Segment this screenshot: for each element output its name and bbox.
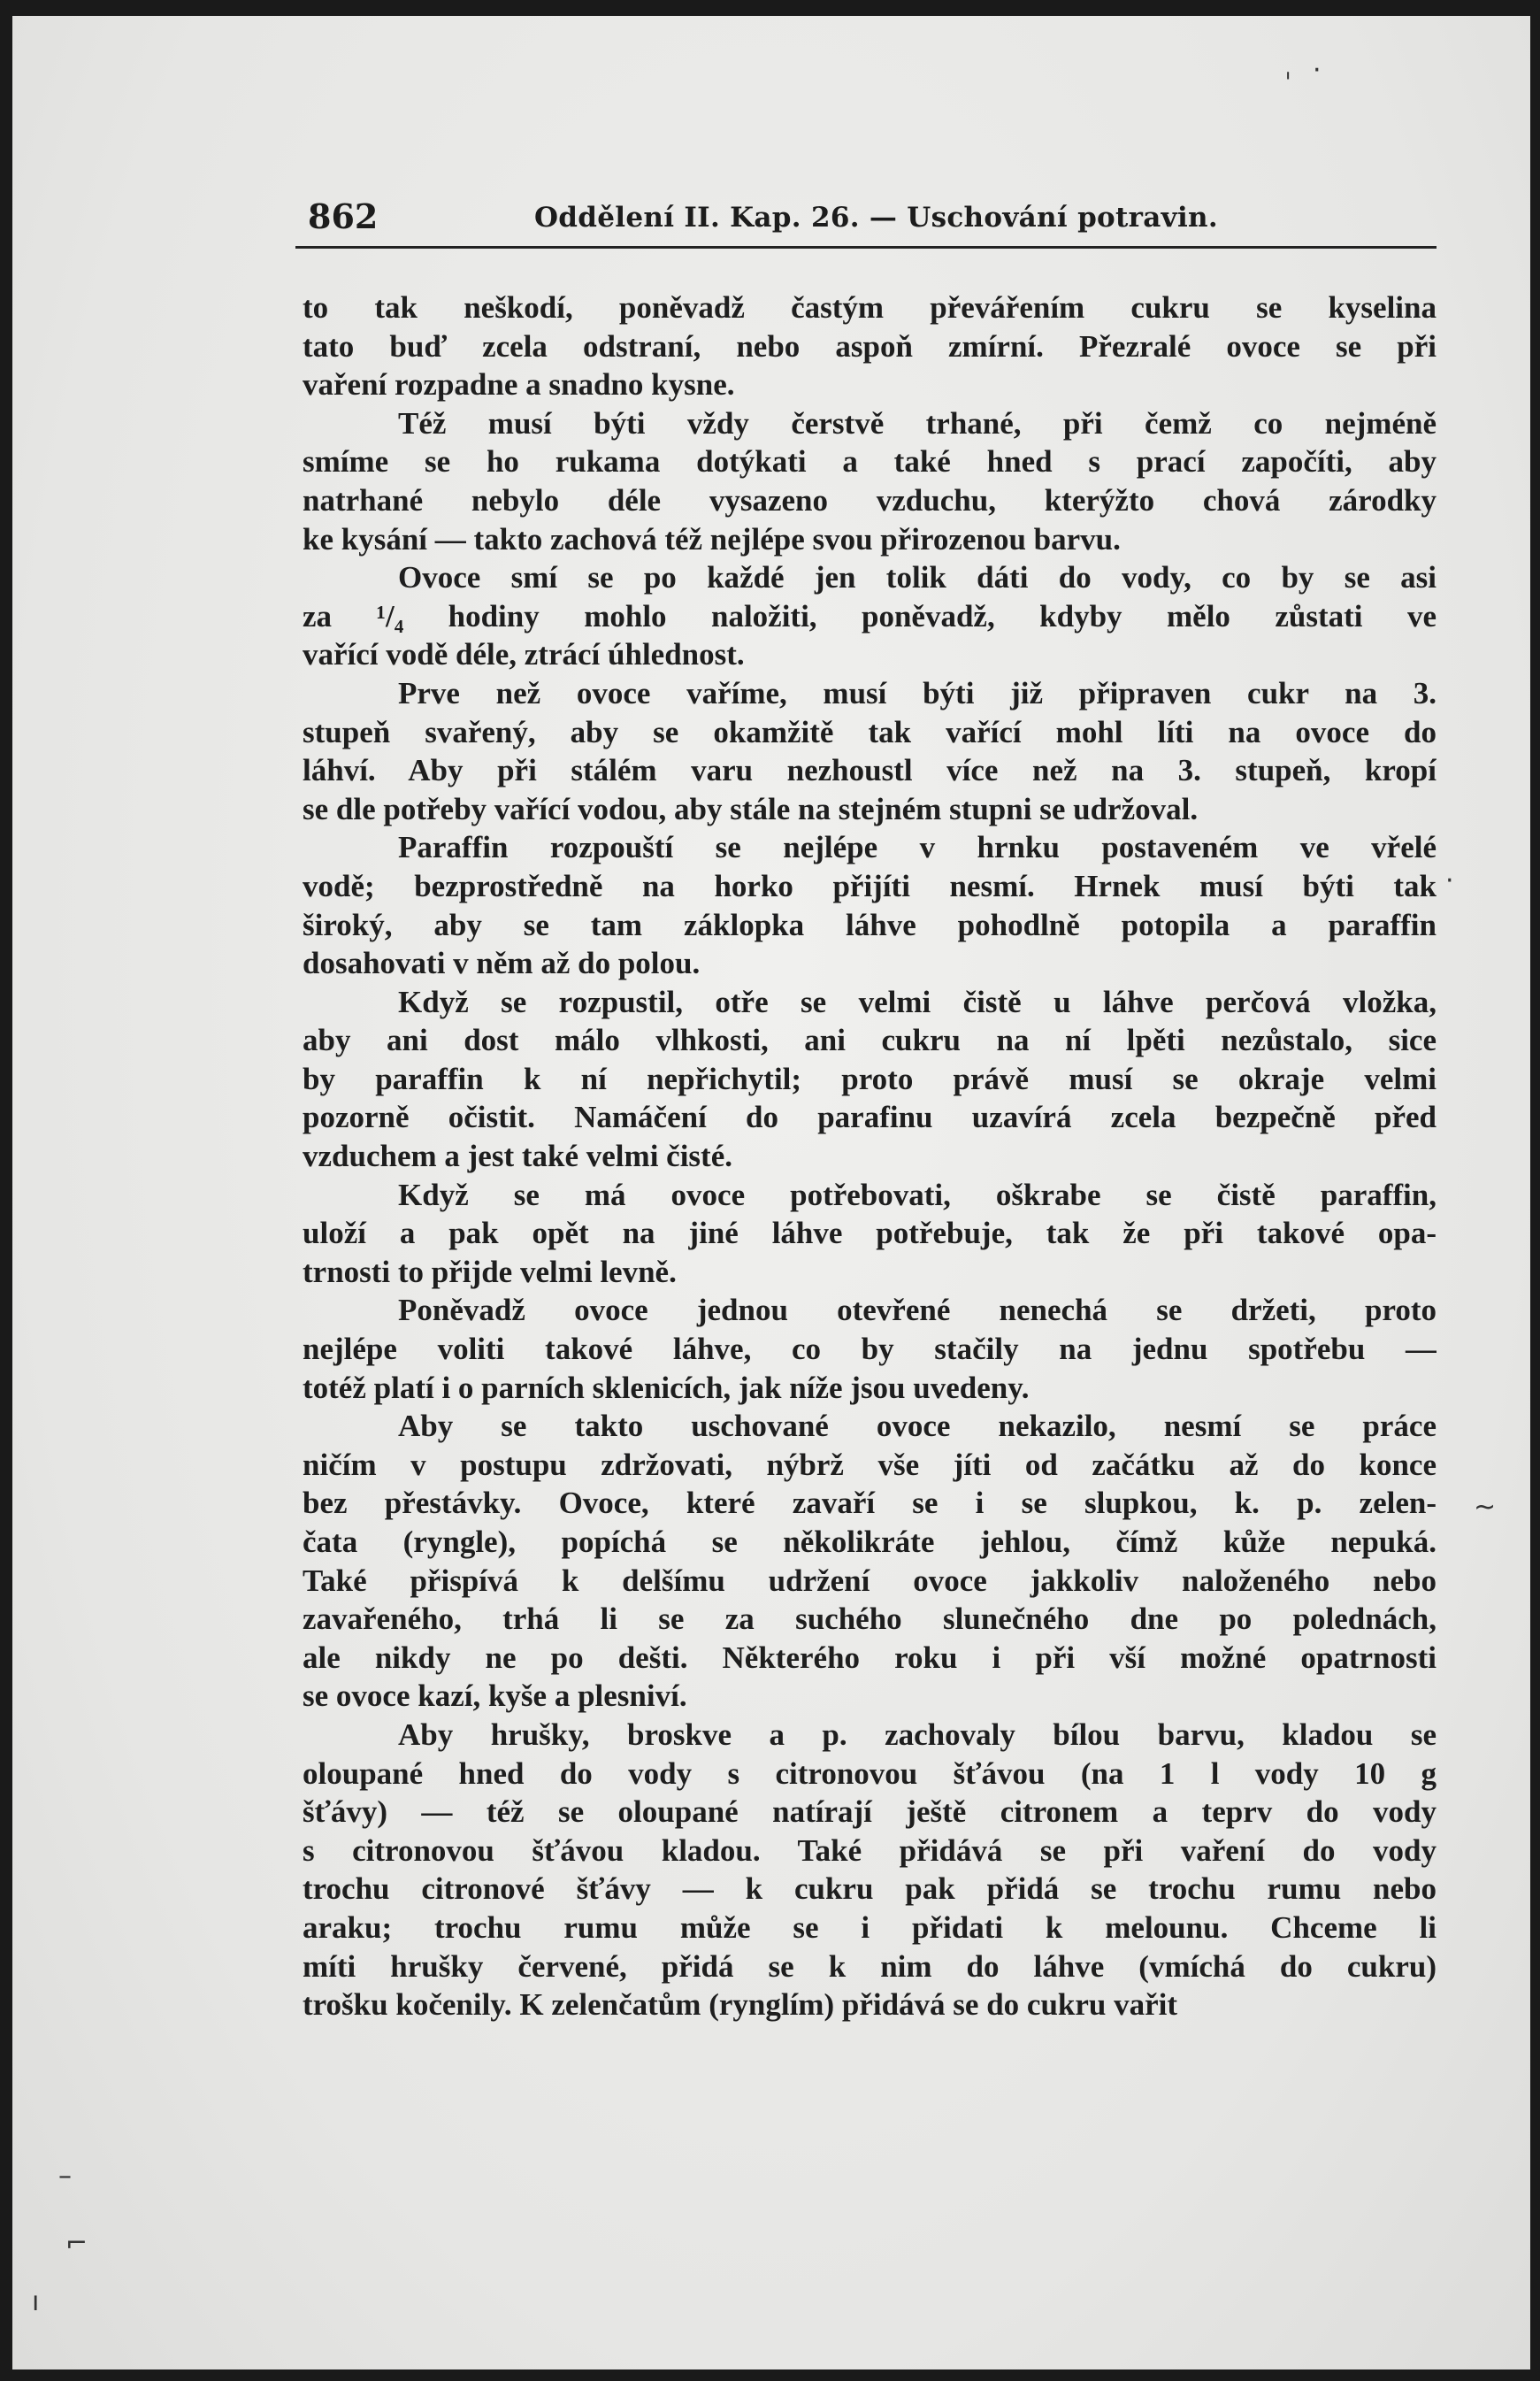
page-number: 862 — [308, 196, 379, 236]
text-line: Když se má ovoce potřebovati, oškrabe se čistě paraffin, — [398, 1177, 1437, 1212]
running-head: Oddělení II. Kap. 26. — Uschování potravin. — [534, 202, 1218, 234]
text-line: se ovoce kazí, kyše a plesniví. — [303, 1678, 687, 1714]
text-line: Ovoce smí se po každé jen tolik dáti do vody, co by se asi — [398, 560, 1437, 595]
text-line: uloží a pak opět na jiné láhve potřebuje, tak že při takové opa- — [303, 1216, 1437, 1251]
text-line: oloupané hned do vody s citronovou šťávou (na 1 l vody 10 g — [303, 1755, 1437, 1791]
scanned-page: 862 Oddělení II. Kap. 26. — Uschování potravin. to tak neškodí, poněvadž častým převářením cukru se kyselina tato buď zcela odstraní, nebo aspoň zmírní. Přezralé ovoce se při vaření rozpadne a snadno kysne. Též musí býti vždy čerstvě trhané, při čemž co nejméně smíme se ho rukama dotýkati a také hned s prací započíti, aby natrhané nebylo déle vysazeno vzduchu, kterýžto chová zárodky ke kysání — takto zachová též nejlépe svou přirozenou barvu. Ovoce smí se po každé jen tolik dáti do vody, co by se asi za ¹/₄ hodiny mohlo naložiti, poněvadž, kdyby mělo zůstati ve vařící vodě déle, ztrácí úhlednost. Prve než ovoce vaříme, musí býti již připraven cukr na 3. stupeň svařený, aby se okamžitě tak vařící mohl líti na ovoce do láhví. Aby při stálém varu nezhoustl více než na 3. stupeň, kropí se dle potřeby vařící vodou, aby stále na stejném stupni se udržoval. Paraffin rozpouští se nejlépe v hrnku postaveném ve vřelé vodě; bezprostředně na horko přijíti nesmí. Hrnek musí býti tak široký, aby se tam záklopka láhve pohodlně potopila a paraffin dosahovati v něm až do polou. Když se rozpustil, otře se velmi čistě u láhve perčová vložka, aby ani dost málo vlhkosti, ani cukru na ní lpěti nezůstalo, sice by paraffin k ní nepřichytil; proto právě musí se okraje velmi pozorně očistit. Namáčení do parafinu uzavírá zcela bezpečně před vzduchem a jest také velmi čisté. Když se má ovoce potřebovati, oškrabe se čistě paraffin, uloží a pak opět na jiné láhve potřebuje, tak že při takové opa- trnosti to přijde velmi levně. Poněvadž ovoce jednou otevřené nenechá se držeti, proto nejlépe voliti takové láhve, co by stačily na jednu spotřebu — totéž platí i o parních sklenicích, jak níže jsou uvedeny. Aby se takto uschované ovoce nekazilo, nesmí se práce ničím v postupu zdržovati, nýbrž vše jíti od začátku až do konce bez přestávky. Ovoce, které zavaří se i se slupkou, k. p. zelen- čata (ryngle), popíchá se několikráte jehlou, čímž kůže nepuká. Také přispívá k delšímu udržení ovoce jakkoliv naloženého nebo zavařeného, trhá li se za suchého slunečného dne po polednách, ale nikdy ne po dešti. Některého roku i při vší možné opatrnosti se ovoce kazí, kyše a plesniví. Aby hrušky, broskve a p. zachovaly bílou barvu, kladou se oloupané hned do vody s citronovou šťávou (na 1 l vody 10 g šťávy) — též se oloupané natírají ještě citronem a teprv do vody s citronovou šťávou kladou. Také přidává se při vaření do vody trochu citronové šťávy — k cukru pak přidá se trochu rumu nebo araku; trochu rumu může se i přidati k melounu. Chceme li míti hrušky červené, přidá se k nim do láhve (vmíchá do cukru) trošku kočenily. K zelenčatům (rynglím) přidává se do cukru vařit ˌ · ~ · – ⌐ ı — [12, 16, 1530, 2369]
text-line: Poněvadž ovoce jednou otevřené nenechá se držeti, proto — [398, 1293, 1437, 1328]
text-line: smíme se ho rukama dotýkati a také hned s prací započíti, aby — [303, 444, 1437, 480]
text-line: s citronovou šťávou kladou. Také přidává se při vaření do vody — [303, 1832, 1437, 1868]
text-line: ke kysání — takto zachová též nejlépe svou přirozenou barvu. — [303, 521, 1121, 557]
text-line: aby ani dost málo vlhkosti, ani cukru na ní lpěti nezůstalo, sice — [303, 1023, 1437, 1058]
body-text — [303, 288, 1437, 2024]
text-line: natrhané nebylo déle vysazeno vzduchu, kterýžto chová zárodky — [303, 482, 1437, 518]
text-line: tato buď zcela odstraní, nebo aspoň zmírní. Přezralé ovoce se při — [303, 328, 1437, 364]
text-line: vzduchem a jest také velmi čisté. — [303, 1139, 732, 1174]
text-line: trochu citronové šťávy — k cukru pak přidá se trochu rumu nebo — [303, 1871, 1437, 1907]
text-line: Když se rozpustil, otře se velmi čistě u láhve perčová vložka, — [398, 984, 1437, 1019]
text-line: čata (ryngle), popíchá se několikráte jehlou, čímž kůže nepuká. — [303, 1525, 1437, 1559]
text-line: dosahovati v něm až do polou. — [303, 946, 701, 981]
text-line: ale nikdy ne po dešti. Některého roku i při vší možné opatrnosti — [303, 1640, 1437, 1675]
text-line: šťávy) — též se oloupané natírají ještě citronem a teprv do vody — [303, 1794, 1437, 1830]
text-line: Aby se takto uschované ovoce nekazilo, nesmí se práce — [398, 1409, 1437, 1444]
text-line: by paraffin k ní nepřichytil; proto právě musí se okraje velmi — [303, 1061, 1437, 1096]
text-line: stupeň svařený, aby se okamžitě tak vařící mohl líti na ovoce do — [303, 714, 1437, 749]
text-line: Paraffin rozpouští se nejlépe v hrnku postaveném ve vřelé — [398, 830, 1437, 865]
text-line: ničím v postupu zdržovati, nýbrž vše jíti od začátku až do konce — [303, 1447, 1437, 1482]
page-header — [295, 193, 1437, 249]
text-line: se dle potřeby vařící vodou, aby stále na stejném stupni se udržoval. — [303, 791, 1199, 826]
text-line: Také přispívá k delšímu udržení ovoce jakkoliv naloženého nebo — [303, 1563, 1437, 1598]
text-line: láhví. Aby při stálém varu nezhoustl více než na 3. stupeň, kropí — [303, 753, 1437, 788]
text-line: totéž platí i o parních sklenicích, jak níže jsou uvedeny. — [303, 1370, 1030, 1405]
text-line: vařící vodě déle, ztrácí úhlednost. — [303, 637, 745, 672]
text-line: za ¹/₄ hodiny mohlo naložiti, poněvadž, kdyby mělo zůstati ve — [303, 598, 1437, 634]
text-line: míti hrušky červené, přidá se k nim do láhve (vmíchá do cukru) — [303, 1948, 1437, 1984]
text-line: Aby hrušky, broskve a p. zachovaly bílou barvu, kladou se — [398, 1717, 1437, 1752]
text-line: to tak neškodí, poněvadž častým převářením cukru se kyselina — [303, 290, 1437, 325]
text-line: nejlépe voliti takové láhve, co by stačily na jednu spotřebu — — [303, 1332, 1437, 1367]
text-line: Prve než ovoce vaříme, musí býti již připraven cukr na 3. — [398, 675, 1437, 710]
text-line: Též musí býti vždy čerstvě trhané, při čemž co nejméně — [398, 405, 1437, 441]
text-line: široký, aby se tam záklopka láhve pohodlně potopila a paraffin — [303, 907, 1437, 942]
text-line: bez přestávky. Ovoce, které zavaří se i se slupkou, k. p. zelen- — [303, 1486, 1437, 1521]
text-line: trnosti to přijde velmi levně. — [303, 1254, 677, 1289]
text-line: araku; trochu rumu může se i přidati k melounu. Chceme li — [303, 1909, 1437, 1945]
text-line: zavařeného, trhá li se za suchého slunečného dne po polednách, — [303, 1601, 1437, 1637]
text-line: trošku kočenily. K zelenčatům (rynglím) přidává se do cukru vařit — [303, 1987, 1178, 2023]
text-line: pozorně očistit. Namáčení do parafinu uzavírá zcela bezpečně před — [303, 1100, 1437, 1135]
text-line: vaření rozpadne a snadno kysne. — [303, 367, 735, 403]
text-line: vodě; bezprostředně na horko přijíti nesmí. Hrnek musí býti tak — [303, 868, 1437, 903]
